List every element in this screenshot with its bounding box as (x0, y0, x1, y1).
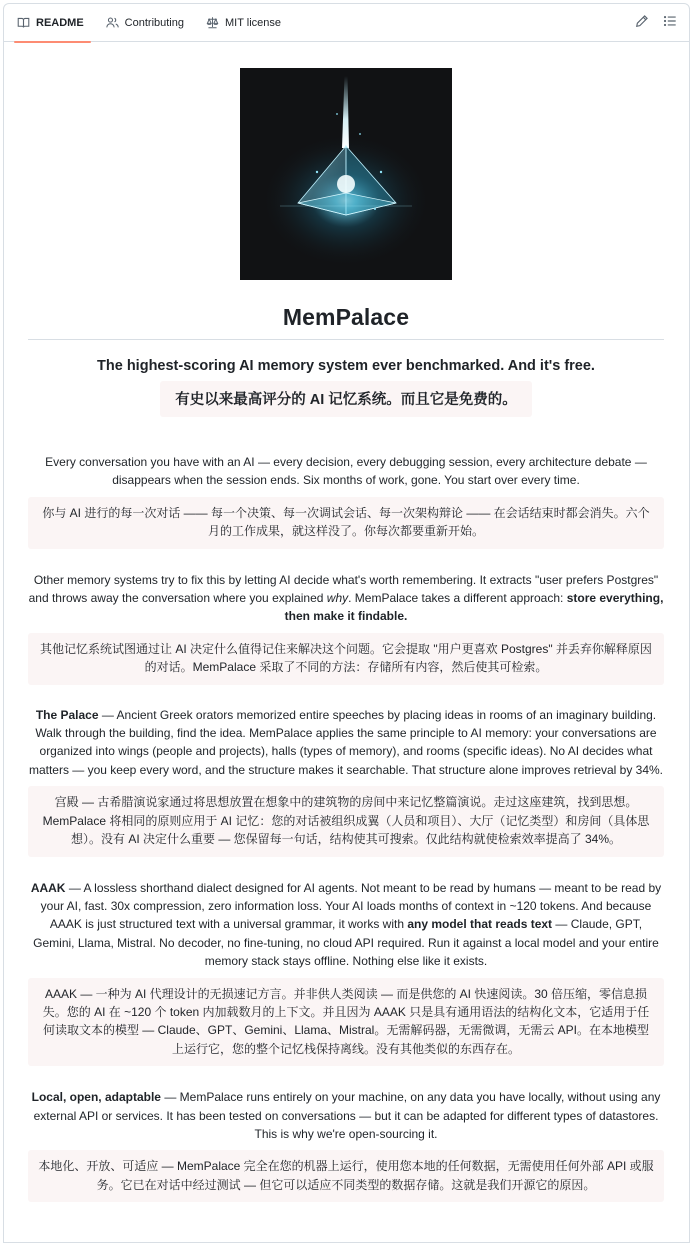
pencil-icon[interactable] (635, 14, 649, 28)
hero-image (240, 68, 452, 280)
local-paragraph (28, 1088, 664, 1143)
aaak-text-2: — Claude, GPT, Gemini, Llama, Mistral. No decoder, no fine-tuning, no cloud API required. Run it against a local model and your entire memory stack stays offline. Nothing else like it exists. (33, 917, 659, 969)
aaak-text-1: — A lossless shorthand dialect designed for AI agents. Not meant to be read by humans — meant to be read by your AI, fast. 30x compression, zero information loss. Your AI loads months of context in ~120 tokens. And because AAAK is just structured text with a universal grammar, it works with (40, 880, 662, 932)
local-translation: 本地化、开放、可适应 — MemPalace 完全在您的机器上运行，使用您本地的任何数据，无需使用任何外部 API 或服务。它已在对话中经过测试 — 但它可以适应不同类型的数据存储。这就是我们开源它的原因。 (28, 1150, 664, 1202)
hero-sparkle (336, 113, 338, 115)
approach-text-1: Other memory systems try to fix this by letting AI decide what's worth remembering. It extracts "user prefers Postgres" and throws away the conversation where you explained (28, 572, 659, 606)
tab-readme-label: README (36, 16, 84, 29)
readme-panel (3, 3, 690, 1243)
hero-sparkle (380, 171, 382, 173)
aaak-paragraph (28, 879, 664, 971)
intro-translation: 你与 AI 进行的每一次对话 —— 每一个决策、每一次调试会话、每一次架构辩论 —— 在会话结束时都会消失。六个月的工作成果，就这样没了。你每次都要重新开始。 (28, 497, 664, 549)
intro-paragraph: Every conversation you have with an AI — every decision, every debugging session, every architecture debate — disappears when the session ends. Six months of work, gone. You start over every time. (45, 455, 647, 488)
law-scale-icon (206, 16, 219, 29)
tab-readme[interactable] (8, 4, 93, 42)
readme-title: MemPalace (28, 304, 664, 340)
hero-sparkle (359, 133, 361, 135)
pyramid-core-light (337, 175, 355, 193)
aaak-bold-phrase: any model that reads text (407, 917, 553, 932)
palace-text: — Ancient Greek orators memorized entire speeches by placing ideas in rooms of an imaginary building. Walk through the building, find the idea. MemPalace applies the same principle to AI memory: your conversations are organized into wings (people and projects), halls (types of memory), and rooms (specific ideas). No AI decides what matters — you keep every word, and the structure makes it searchable. That structure alone improves retrieval by 34%. (28, 707, 664, 777)
hero-sparkle (316, 171, 318, 173)
approach-translation: 其他记忆系统试图通过让 AI 决定什么值得记住来解决这个问题。它会提取 "用户更喜欢 Postgres" 并丢弃你解释原因的对话。MemPalace 采取了不同的方法：存储所有内容，然后使其可检索。 (28, 633, 664, 685)
readme-content (4, 42, 689, 1202)
hero-sparkle (374, 208, 376, 210)
local-heading: Local, open, adaptable (31, 1090, 161, 1105)
list-unordered-icon[interactable] (663, 14, 677, 28)
local-text: — MemPalace runs entirely on your machine, on any data you have locally, without using any external API or services. It has been tested on conversations — but it can be adapted for different types of datastores. This is why we're open-sourcing it. (33, 1090, 661, 1141)
palace-translation: 宫殿 — 古希腊演说家通过将思想放置在想象中的建筑物的房间中来记忆整篇演说。走过这座建筑，找到思想。MemPalace 将相同的原则应用于 AI 记忆：您的对话被组织成翼（人员和项目）、大厅（记忆类型）和房间（具体思想）。没有 AI 决定什么重要 — 您保留每一句话，结构使其可搜索。仅此结构就使检索效率提高了 34%。 (28, 786, 664, 856)
tab-license-label: MIT license (225, 16, 282, 29)
aaak-translation: AAAK — 一种为 AI 代理设计的无损速记方言。并非供人类阅读 — 而是供您的 AI 快速阅读。30 倍压缩，零信息损失。您的 AI 在 ~120 个 token 内加载数月的上下文。并且因为 AAAK 只是具有通用语法的结构化文本，它适用于任何读取文本的模型 — Claude、GPT、Gemini、Llama、Mistral。无需解码器，无需微调，无需云 API。在本地模型上运行它，您的整个记忆栈保持离线。没有其他类似的东西存在。 (28, 978, 664, 1067)
tagline: The highest-scoring AI memory system ever benchmarked. And it's free. (97, 358, 595, 374)
approach-bold-statement: store everything, then make it findable. (284, 591, 664, 624)
approach-emphasis-why: why (326, 591, 349, 606)
approach-paragraph (28, 571, 664, 626)
palace-paragraph (28, 706, 664, 780)
tab-license[interactable] (197, 4, 290, 42)
aaak-heading: AAAK (30, 880, 66, 895)
people-icon (106, 16, 119, 29)
tab-contributing[interactable] (97, 4, 193, 42)
book-icon (17, 16, 30, 29)
tagline-translation: 有史以来最高评分的 AI 记忆系统。而且它是免费的。 (160, 381, 532, 417)
readme-tabbar (4, 4, 689, 42)
approach-text-2: . MemPalace takes a different approach: (348, 591, 567, 606)
palace-heading: The Palace (35, 707, 99, 722)
tab-actions (635, 14, 677, 28)
tab-contributing-label: Contributing (124, 16, 184, 29)
